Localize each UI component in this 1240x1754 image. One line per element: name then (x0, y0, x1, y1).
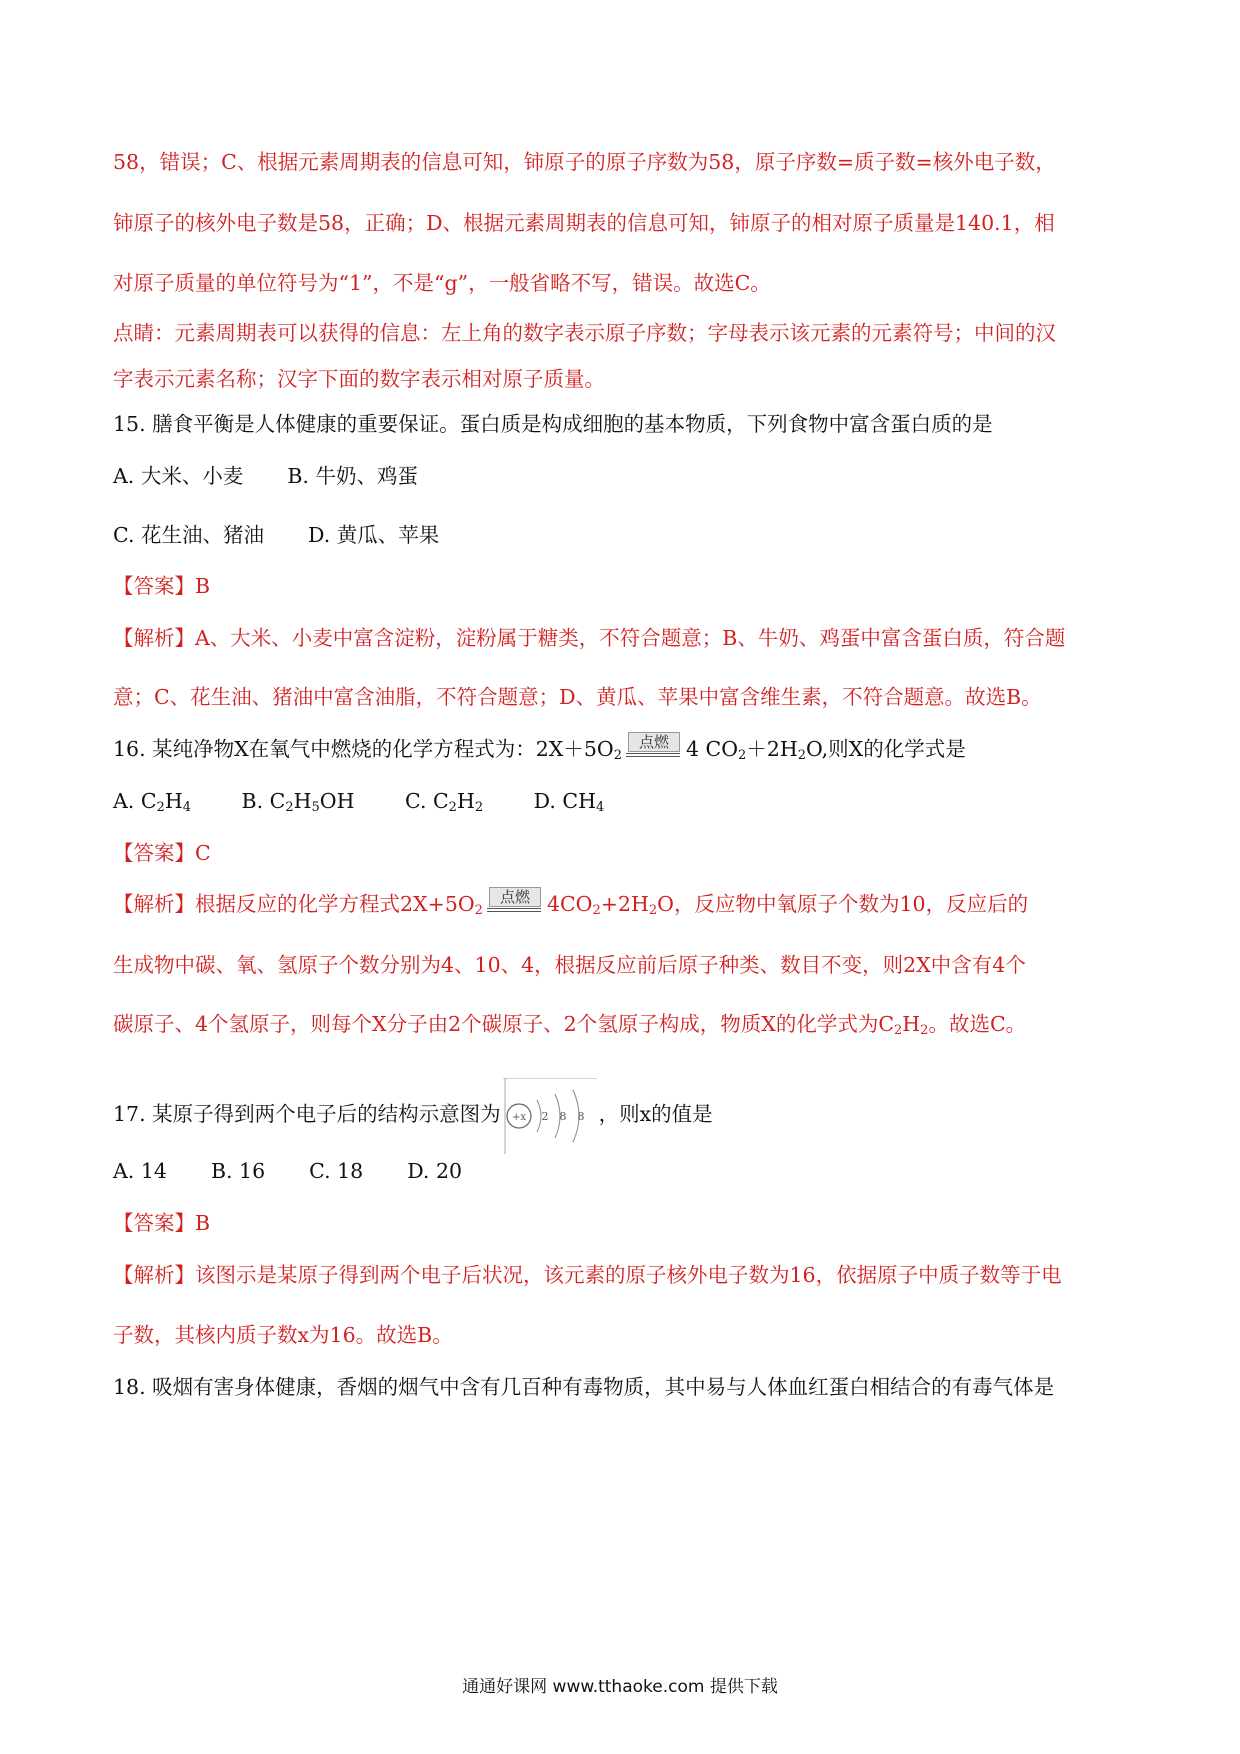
q17-option-c: C. 18 (309, 1159, 364, 1183)
shell-1-count: 2 (541, 1109, 549, 1123)
q16-option-a: A. $C_2H_4$ (113, 789, 191, 815)
q15-options-row-2 (113, 520, 1133, 550)
q16-option-c: C. $C_2H_2$ (404, 789, 484, 815)
explanation-line-2: 铈原子的核外电子数是58，正确；D、根据元素周期表的信息可知，铈原子的相对原子质量是140.1，相 (113, 211, 1055, 235)
page-footer: 通通好课网 www.tthaoke.com 提供下载 (462, 1677, 778, 1697)
atom-structure-diagram (503, 1078, 597, 1154)
explanation-line-1: 58，错误；C、根据元素周期表的信息可知，铈原子的原子序数为58，原子序数=质子数=核外电子数， (113, 150, 1056, 174)
q15-option-c: C. 花生油、猪油 (113, 523, 264, 547)
q15-stem: 15. 膳食平衡是人体健康的重要保证。蛋白质是构成细胞的基本物质，下列食物中富含蛋白质的是 (113, 412, 993, 436)
shell-3-count: 8 (577, 1109, 585, 1123)
q16-explanation-1: 【解析】根据反应的化学方程式$2X+5O_2$ 点燃 $4CO_2+2H_2O$，反应物中氧原子个数为10，反应后的 (113, 888, 1029, 918)
q17-answer: 【答案】B (113, 1211, 211, 1235)
q17-option-a: A. 14 (113, 1159, 167, 1183)
q17-options (113, 1156, 1133, 1186)
tip-line-1: 点睛：元素周期表可以获得的信息：左上角的数字表示原子序数；字母表示该元素的元素符号；中间的汉 (113, 321, 1056, 345)
q15-option-a: A. 大米、小麦 (113, 464, 244, 488)
q17-explanation-2: 子数，其核内质子数x为16。故选B。 (113, 1323, 453, 1347)
q17-stem: 17. 某原子得到两个电子后的结构示意图为 +x 2 8 8 ，则x的值是 (113, 1074, 1133, 1154)
reaction-condition-arrow: 点燃 (626, 735, 680, 759)
q15-explanation-1: 【解析】A、大米、小麦中富含淀粉，淀粉属于糖类，不符合题意；B、牛奶、鸡蛋中富含蛋白质，符合题 (113, 626, 1066, 650)
reaction-condition-arrow-2: 点燃 (487, 890, 541, 914)
nucleus-label: +x (511, 1111, 526, 1123)
q17-option-d: D. 20 (407, 1159, 463, 1183)
q15-options-row-1 (113, 461, 1133, 491)
shell-2-count: 8 (559, 1109, 567, 1123)
q15-answer: 【答案】B (113, 574, 211, 598)
explanation-line-3: 对原子质量的单位符号为“1”，不是“g”，一般省略不写，错误。故选C。 (113, 271, 771, 295)
q17-explanation-1: 【解析】该图示是某原子得到两个电子后状况，该元素的原子核外电子数为16，依据原子中质子数等于电 (113, 1263, 1062, 1287)
q15-option-b: B. 牛奶、鸡蛋 (287, 464, 418, 488)
q17-option-b: B. 16 (210, 1159, 266, 1183)
q15-option-d: D. 黄瓜、苹果 (308, 523, 440, 547)
q16-option-b: B. $C_2H_5OH$ (241, 789, 355, 815)
q16-answer: 【答案】C (113, 841, 211, 865)
q16-stem: 16. 某纯净物X在氧气中燃烧的化学方程式为：$2X+5O_2$ 点燃 4 $CO_2+2H_2O$,则X的化学式是 (113, 733, 966, 763)
q16-explanation-2: 生成物中碳、氧、氢原子个数分别为4、10、4，根据反应前后原子种类、数目不变，则2X中含有4个 (113, 953, 1026, 977)
q16-explanation-3: 碳原子、4个氢原子，则每个X分子由2个碳原子、2个氢原子构成，物质X的化学式为$C_2H_2$。故选C。 (113, 1012, 1027, 1038)
q15-explanation-2: 意；C、花生油、猪油中富含油脂，不符合题意；D、黄瓜、苹果中富含维生素，不符合题意。故选B。 (113, 685, 1042, 709)
q18-stem: 18. 吸烟有害身体健康，香烟的烟气中含有几百种有毒物质，其中易与人体血红蛋白相结合的有毒气体是 (113, 1375, 1055, 1399)
tip-line-2: 字表示元素名称；汉字下面的数字表示相对原子质量。 (113, 367, 605, 391)
q16-options (113, 786, 1133, 816)
q16-option-d: D. $CH_4$ (533, 789, 605, 815)
